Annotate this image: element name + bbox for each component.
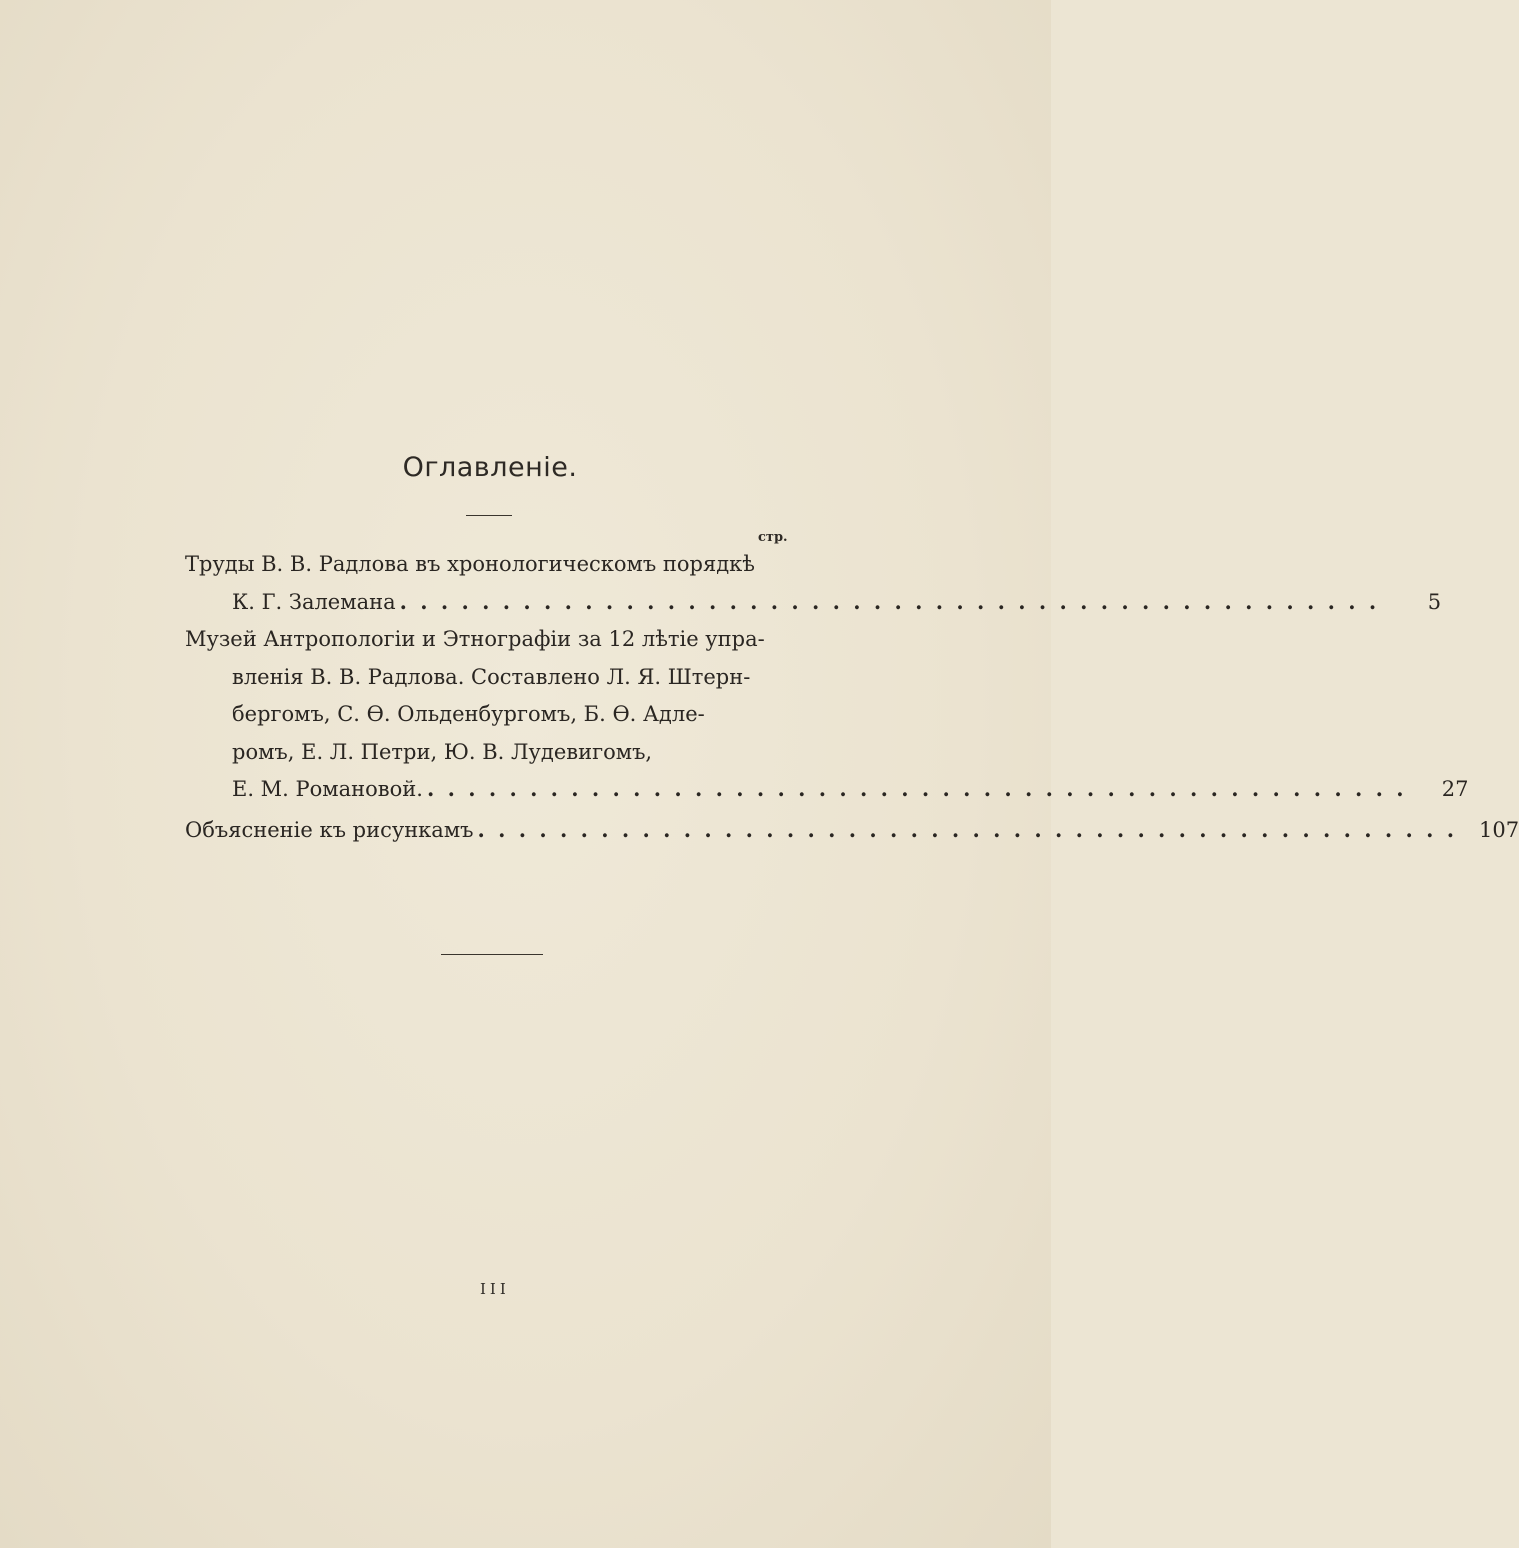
dot-leader: . . . . . . . . . . . . . . . . . . . . . . . . . . . . . . . . . . . . . . . . . . . . . . . .: [426, 776, 1407, 801]
toc-entry-1-text: К. Г. Залемана: [232, 590, 396, 614]
toc-entry-1-last-line: [232, 587, 1442, 617]
toc-entry-2-text: Е. М. Романовой.: [232, 777, 423, 801]
toc-entry-2-line-1: Музей Антропологіи и Этнографіи за 12 лѣтіе упра-: [185, 627, 765, 651]
toc-entry-3-page: 107: [1479, 818, 1519, 842]
toc-entry-2-page: 27: [1441, 777, 1469, 801]
closing-rule: [441, 954, 543, 955]
page-number: III: [480, 1280, 510, 1298]
toc-entry-3-text: Объясненіе къ рисункамъ: [185, 818, 474, 842]
toc-entry-2-line-4: ромъ, Е. Л. Петри, Ю. В. Лудевигомъ,: [232, 740, 653, 764]
dot-leader: . . . . . . . . . . . . . . . . . . . . . . . . . . . . . . . . . . . . . . . . . . . . . . . .: [477, 817, 1458, 842]
toc-entry-2-line-3: бергомъ, С. Ѳ. Ольденбургомъ, Б. Ѳ. Адле-: [232, 702, 705, 726]
title-underline-rule: [466, 515, 512, 516]
page-title: Оглавленіе.: [402, 452, 578, 483]
toc-entry-2-last-line: [232, 774, 1469, 804]
dot-leader: . . . . . . . . . . . . . . . . . . . . . . . . . . . . . . . . . . . . . . . . . . . . . . . .: [399, 589, 1380, 614]
toc-entry-2-line-2: вленія В. В. Радлова. Составлено Л. Я. Штерн-: [232, 665, 751, 689]
toc-entry-1-line-1: Труды В. В. Радлова въ хронологическомъ порядкѣ: [185, 552, 755, 576]
toc-entry-3-last-line: [185, 815, 1519, 845]
toc-entry-1-page: 5: [1427, 590, 1442, 614]
page-column-label: стр.: [758, 530, 788, 545]
